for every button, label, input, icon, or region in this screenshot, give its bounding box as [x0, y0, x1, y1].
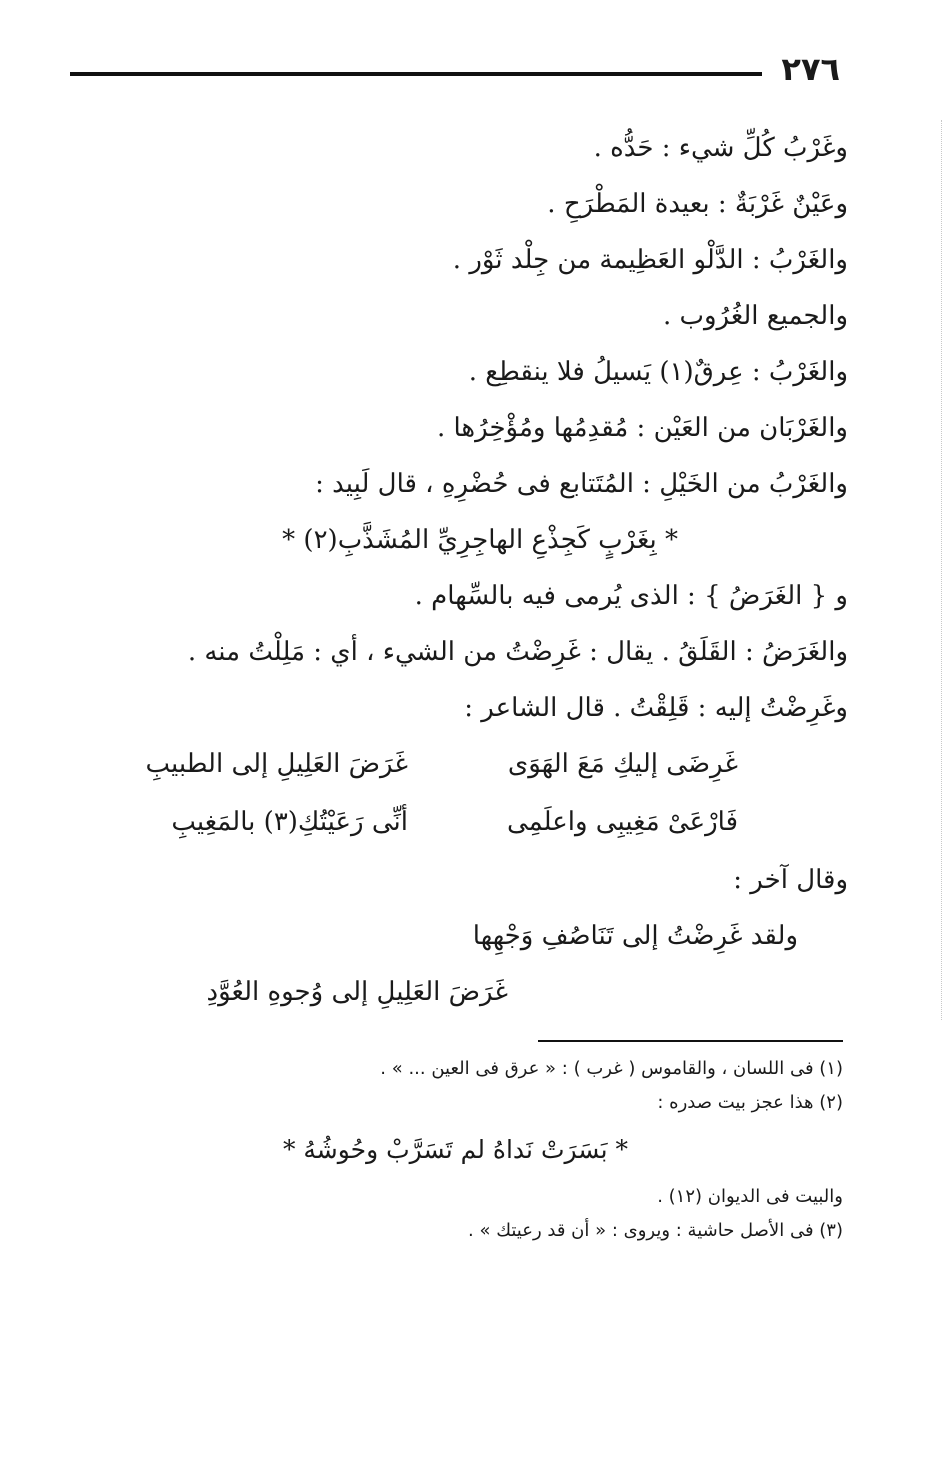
footnote-2: (٢) هذا عجز بيت صدره :	[657, 1092, 843, 1113]
another-poet-line: وقال آخر :	[733, 865, 848, 895]
footnotes	[100, 1052, 843, 1248]
main-text	[95, 120, 848, 1020]
text-line: وغَرْبُ كُلِّ شيء : حَدُّه .	[593, 133, 848, 163]
poem-line: ولقد غَرِضْتُ إلى تَنَاصُفِ وَجْهِها	[472, 921, 798, 951]
verse-row	[95, 736, 848, 794]
page-header	[70, 50, 840, 100]
footnote-2-verse: * بَسَرَتْ نَداهُ لم تَسَرَّبْ وحُوشُهُ *	[282, 1135, 628, 1164]
text-line: وعَيْنٌ غَرْبَةٌ : بعيدة المَطْرَحِ .	[547, 189, 848, 219]
text-line: والغَرْبُ : الدَّلْو العَظِيمة من جِلْد ثَوْر .	[452, 245, 848, 275]
scan-edge	[938, 120, 942, 1020]
verse-second-hemistich: غَرَضَ العَلِيلِ إلى الطبيبِ	[145, 749, 408, 779]
footnote-rule	[538, 1040, 843, 1042]
text-line: والغَرْبُ من الخَيْلِ : المُتَتابع فى حُضْرِهِ ، قال لَبِيد :	[315, 469, 848, 499]
quoted-verse: * بِغَرْبٍ كَجِذْعِ الهاجِرِيِّ المُشَذَّبِ(٢) *	[282, 525, 678, 555]
footnote-2-source: والبيت فى الديوان (١٢) .	[657, 1186, 843, 1207]
verse-first-hemistich: غَرِضَى إليكِ مَعَ الهَوَى	[507, 749, 738, 779]
entry-gharad: و { الغَرَضُ } : الذى يُرمى فيه بالسِّهام .	[414, 581, 848, 611]
text-paragraph: والغَرَضُ : القَلَقُ . يقال : غَرِضْتُ من الشيء ، أي : مَلِلْتُ منه . وغَرِضْتُ إليه : قَلِقْتُ . قال الشاعر :	[187, 637, 848, 723]
page-number: ٢٧٦	[781, 50, 840, 88]
verse-second-hemistich: أنِّى رَعَيْتُكِ(٣) بالمَغِيبِ	[171, 807, 408, 837]
verse-first-hemistich: فَارْعَىْ مَغِيبِى واعلَمِى	[506, 807, 738, 837]
text-line: والغَرْبَان من العَيْن : مُقدِمُها ومُؤْخِرُها .	[436, 413, 848, 443]
text-line: والغَرْبُ : عِرقٌ(١) يَسيلُ فلا ينقطِع .	[468, 357, 848, 387]
header-rule	[70, 72, 762, 76]
text-line: والجميع الغُرُوب .	[662, 301, 848, 331]
verse-row	[95, 794, 848, 852]
footnote-3: (٣) فى الأصل حاشية : ويروى : « أن قد رعيتك » .	[468, 1220, 843, 1241]
footnote-1: (١) فى اللسان ، والقاموس ( غرب ) : « عرق فى العين ... » .	[380, 1058, 843, 1079]
poem-line: غَرَضَ العَلِيلِ إلى وُجوهِ العُوَّدِ	[206, 977, 508, 1007]
